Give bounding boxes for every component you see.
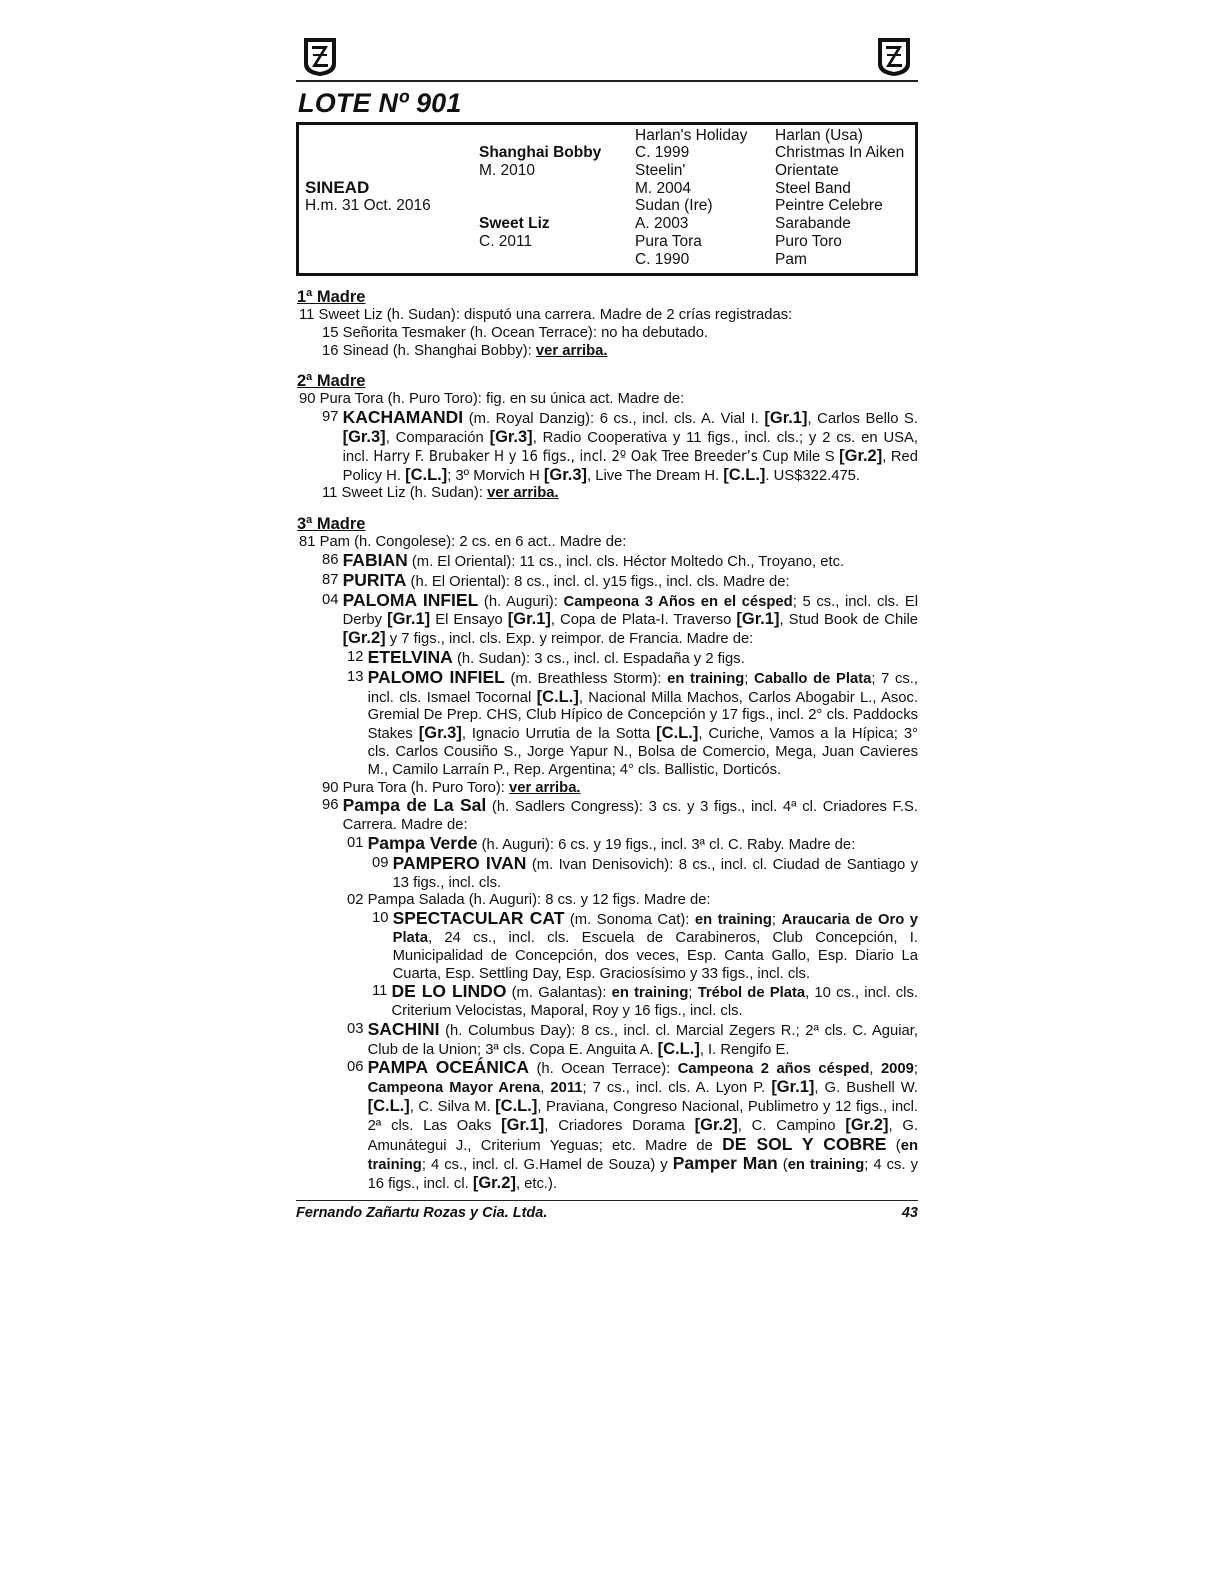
produce-purita: 87 PURITA (h. El Oriental): 8 cs., incl. cl. y15 figs., incl. cls. Madre de: [322, 569, 790, 590]
second-dam-section [296, 391, 918, 503]
sire-name: Shanghai Bobby [479, 144, 602, 161]
produce-etelvina: 12 ETELVINA (h. Sudan): 3 cs., incl. cl. Espadaña y 2 figs. [347, 646, 745, 667]
dam-name: Sweet Liz [479, 215, 550, 232]
produce-pampa-oceanica: 06 PAMPA OCEÁNICA (h. Ocean Terrace): Campeona 2 años césped, 2009; Campeona Mayor Arena, 2011; 7 cs., incl. cls. A. Lyon P. [Gr.1], G. Bushell W. [C.L.], C. Silva M. [C.L.], Praviana, Congreso Nacional, Publimetro y 12 figs., incl. 2ª cls. Las Oaks [Gr.1], Criadores Dorama [Gr.2], C. Campino [Gr.2], G. Amunátegui J., Criterium Yeguas; etc. Madre de DE SOL Y COBRE (en training; 4 cs., incl. cl. G.Hamel de Souza) y Pamper Man (en training; 4 cs. y 16 figs., incl. cl. [Gr.2], etc.). [347, 1057, 919, 1193]
produce-de-lo-lindo: 11 DE LO LINDO (m. Galantas): en training; Trébol de Plata, 10 cs., incl. cls. Criterium Velocistas, Maporal, Roy y 16 figs., incl. cls. [372, 981, 918, 1020]
ancestor-1: Harlan (Usa) [775, 127, 863, 144]
page-number: 43 [901, 1205, 918, 1222]
ancestor-4: Steel Band [775, 180, 851, 197]
produce-paloma-infiel: 04 PALOMA INFIEL (h. Auguri): Campeona 3 Años en el césped; 5 cs., incl. cls. El Derby [Gr.1] El Ensayo [Gr.1], Copa de Plata-I. Traverso [Gr.1], Stud Book de Chile [Gr.2] y 7 figs., incl. cls. Exp. y reimpor. de Francia. Madre de: [322, 589, 918, 648]
first-dam-heading: 1ª Madre [297, 288, 366, 306]
produce-fabian: 86 FABIAN (m. El Oriental): 11 cs., incl. cls. Héctor Moltedo Ch., Troyano, etc. [322, 549, 845, 570]
first-dam-produce-1: 15 Señorita Tesmaker (h. Ocean Terrace): no ha debutado. [322, 324, 709, 341]
horse-name: SINEAD [305, 178, 370, 197]
see-above-link[interactable]: ver arriba. [487, 485, 559, 502]
page-header [296, 30, 918, 82]
third-dam-intro: 81 Pam (h. Congolese): 2 cs. en 6 act.. Madre de: [299, 534, 627, 551]
ancestor-7: Puro Toro [775, 233, 842, 250]
produce-spectacular-cat: 10 SPECTACULAR CAT (m. Sonoma Cat): en training; Araucaria de Oro y Plata, 24 cs., incl. cls. Escuela de Carabineros, Club Concepción, I. Municipalidad de Concepción, dos veces, Esp. Canta Gallo, Esp. Diario La Cuarta, Esp. Settling Day, Esp. Graciosísimo y 33 figs., incl. cls. [372, 908, 918, 982]
produce-pampa-verde: 01 Pampa Verde (h. Auguri): 6 cs. y 19 figs., incl. 3ª cl. C. Raby. Madre de: [347, 832, 856, 853]
produce-pampa-de-la-sal: 96 Pampa de La Sal (h. Sadlers Congress): 3 cs. y 3 figs., incl. 4ª cl. Criadores F.S. Carrera. Madre de: [322, 795, 918, 834]
grandsire-name: Harlan's Holiday [635, 127, 748, 144]
granddam-name: Steelin' [635, 162, 686, 179]
second-dam-name: Pura Tora [635, 233, 702, 250]
pedigree-table [296, 122, 918, 276]
dam-details: C. 2011 [479, 233, 533, 250]
see-above-link[interactable]: ver arriba. [535, 342, 608, 359]
produce-palomo-infiel: 13 PALOMO INFIEL (m. Breathless Storm): en training; Caballo de Plata; 7 cs., incl. cls. Ismael Tocornal [C.L.], Nacional Milla Machos, Carlos Abogabir L., Asoc. Gremial De Prep. CHS, Club Hípico de Concepción y 17 figs., incl. 2° cls. Paddocks Stakes [Gr.3], Ignacio Urrutia de la Sotta [C.L.], Curiche, Vamos a la Hípica; 3° cls. Carlos Cousiño S., Jorge Yapur N., Bolsa de Comercio, Mega, Juan Cavieres M., Camilo Larraín P., Rep. Argentina; 4° cls. Ballistic, Dorticós. [347, 666, 918, 778]
produce-kachamandi: 97 KACHAMANDI (m. Royal Danzig): 6 cs., incl. cls. A. Vial I. [Gr.1], Carlos Bello S. [Gr.3], Comparación [Gr.3], Radio Cooperativa y 11 figs., incl. cls.; y 2 cs. en USA, incl. Harry F. Brubaker H y 16 figs., incl. 2º Oak Tree Breeder’s Cup Mile S [Gr.2], Red Policy H. [C.L.]; 3º Morvich H [Gr.3], Live The Dream H. [C.L.]. US$322.475. [322, 407, 918, 484]
sire-details: M. 2010 [479, 162, 536, 179]
footer-company: Fernando Zañartu Rozas y Cia. Ltda. [296, 1205, 548, 1222]
third-dam-section [296, 534, 918, 1194]
ancestor-6: Sarabande [775, 215, 851, 232]
second-dam-details: C. 1990 [635, 251, 690, 268]
produce-pampero-ivan: 09 PAMPERO IVAN (m. Ivan Denisovich): 8 cs., incl. cl. Ciudad de Santiago y 13 figs., incl. cls. [372, 852, 918, 891]
lot-title: LOTE Nº 901 [298, 88, 462, 118]
horse-details: H.m. 31 Oct. 2016 [305, 197, 431, 214]
page-footer [296, 1200, 918, 1221]
fz-logo-left [298, 34, 342, 78]
ancestor-3: Orientate [775, 162, 839, 179]
see-above-link[interactable]: ver arriba. [508, 779, 581, 796]
first-dam-produce-2: 16 Sinead (h. Shanghai Bobby): ver arriba. [322, 342, 608, 359]
grandsire-details: C. 1999 [635, 144, 690, 161]
produce-pampa-salada: 02 Pampa Salada (h. Auguri): 8 cs. y 12 figs. Madre de: [347, 892, 711, 909]
damsire-name: Sudan (Ire) [635, 197, 713, 214]
ancestor-5: Peintre Celebre [775, 197, 883, 214]
fz-logo-right [872, 34, 916, 78]
first-dam-intro: 11 Sweet Liz (h. Sudan): disputó una carrera. Madre de 2 crías registradas: [299, 307, 793, 323]
damsire-details: A. 2003 [635, 215, 689, 232]
ancestor-2: Christmas In Aiken [775, 144, 905, 161]
produce-pura-tora: 90 Pura Tora (h. Puro Toro): ver arriba. [322, 779, 581, 796]
ancestor-8: Pam [775, 251, 807, 268]
second-dam-heading: 2ª Madre [297, 372, 366, 391]
first-dam-section [296, 307, 918, 360]
third-dam-heading: 3ª Madre [297, 515, 366, 534]
second-dam-produce-2: 11 Sweet Liz (h. Sudan): ver arriba. [322, 485, 559, 502]
catalog-page [296, 30, 918, 1221]
produce-sachini: 03 SACHINI (h. Columbus Day): 8 cs., incl. cl. Marcial Zegers R.; 2ª cls. C. Aguiar, Club de la Union; 3ª cls. Copa E. Anguita A. [C.L.], I. Rengifo E. [347, 1018, 918, 1058]
second-dam-intro: 90 Pura Tora (h. Puro Toro): fig. en su única act. Madre de: [299, 391, 685, 408]
granddam-details: M. 2004 [635, 180, 692, 197]
